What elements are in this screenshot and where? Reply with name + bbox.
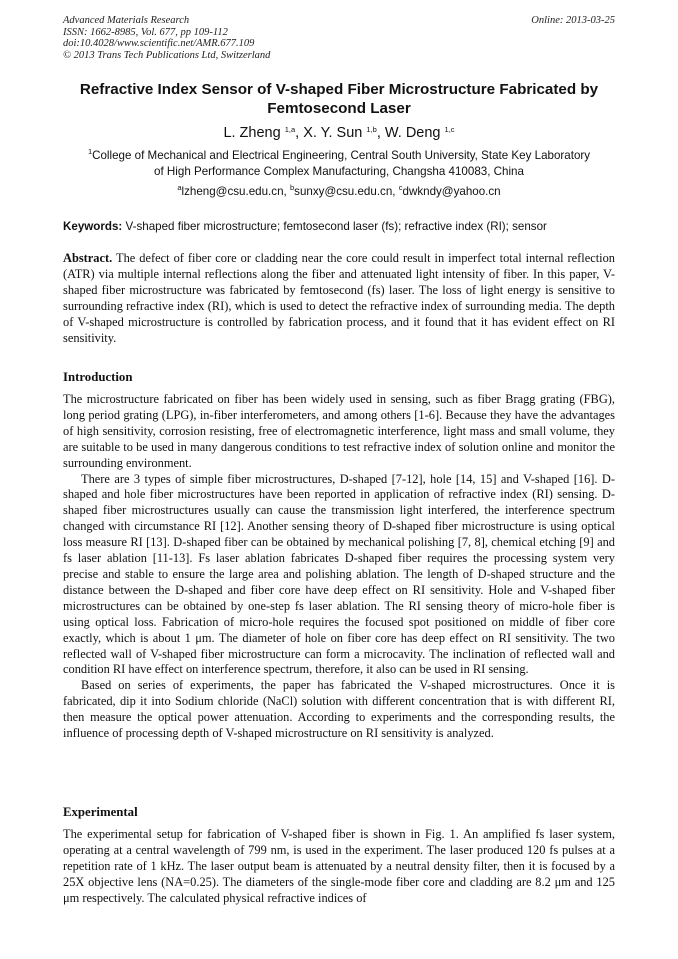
title-line-2: Femtosecond Laser (267, 99, 411, 117)
online-date: Online: 2013-03-25 (531, 15, 615, 26)
abstract (63, 251, 615, 346)
author-affil-mark: 1,b (366, 125, 377, 134)
paragraph: The microstructure fabricated on fiber has been widely used in sensing, such as fiber Bragg grating (FBG), long period grating (LPG), in-fiber interferometers, and among others [1-6]. Because they have the advantages of high sensitivity, corrosion resisting, free of electromagnetic interference, light mass and small volume, they are suitable to be used in many dangerous conditions to test refractive index of solution online and monitor the surrounding environment. (63, 392, 615, 470)
section-heading-introduction: Introduction (63, 370, 133, 384)
email-link[interactable]: dwkndy@yahoo.cn (402, 185, 501, 198)
introduction-section (63, 392, 615, 742)
keywords-label: Keywords: (63, 220, 123, 233)
author-name: W. Deng (384, 125, 441, 141)
section-heading-experimental: Experimental (63, 805, 138, 819)
keywords-text: V-shaped fiber microstructure; femtosecond laser (fs); refractive index (RI); sensor (125, 220, 547, 233)
abstract-label: Abstract. (63, 251, 113, 265)
paragraph: The experimental setup for fabrication of V-shaped fiber is shown in Fig. 1. An amplified fs laser system, operating at a central wavelength of 799 nm, is used in the experiment. The laser produced 120 fs pulses at a repetition rate of 1 kHz. The laser output beam is attenuated by a neutral density filter, then it is focused by a 25X objective lens (NA=0.25). The diameters of the single-mode fiber core and cladding are 8.2 μm and 125 μm respectively. The calculated physical refractive indices of (63, 827, 615, 905)
abstract-text: The defect of fiber core or cladding near the core could result in imperfect total internal reflection (ATR) via multiple internal reflections along the fiber and attenuated light intensity of fiber. In this paper, V-shaped fiber microstructure was fabricated by femtosecond (fs) laser. The loss of light energy is sensitive to surrounding refractive index (RI), which is used to detect the refractive index of surrounding media. The depth of V-shaped microstructure is controlled by fabrication process, and it found that it has evident effect on RI sensitivity. (63, 251, 616, 345)
affiliation (40, 148, 638, 180)
author-affil-mark: 1,a (284, 125, 296, 134)
doi-line: doi:10.4028/www.scientific.net/AMR.677.109 (63, 38, 255, 50)
paper-title (40, 81, 638, 118)
email-mark: b (289, 183, 295, 192)
issn-line: ISSN: 1662-8985, Vol. 677, pp 109-112 (63, 26, 228, 38)
author-name: L. Zheng (223, 125, 281, 141)
experimental-section (63, 827, 615, 907)
keywords (63, 219, 615, 235)
email-link[interactable]: sunxy@csu.edu.cn, (294, 185, 396, 198)
author-list: L. Zheng $^{1,a}$, X. Y. Sun $^{1,b}$, W. Deng $^{1,c}$ (223, 125, 455, 141)
paragraph: There are 3 types of simple fiber microstructures, D-shaped [7-12], hole [14, 15] and V-shaped [16]. D-shaped and hole fiber microstructures have been reported in application of refractive index (RI) sensing. D-shaped fiber microstructures usually can cause the transmission light interfered, the interference spectrum changed with circumstance RI [12]. Another sensing theory of D-shaped fiber microstructure is using optical loss measure RI [13]. D-shaped fiber can be obtained by mechanical polishing [7, 8], chemical etching [9] and fs laser ablation [11-13]. Fs laser ablation fabricates D-shaped fiber requires the processing system very precise and stable to ensure the large area and polishing ablation. The length of D-shaped structure and the distance between the D-shaped and fiber core have deep effect on RI sensitivity. Hole and V-shaped fiber microstructures can be obtained by one-step fs laser ablation. The RI sensing theory of micro-hole fiber is using optical loss. Fabrication of micro-hole requires the focused spot positioned on middle of fiber core exactly, which is about 1 μm. The diameter of hole on fiber core has deep effect on RI sensitivity. The two reflected wall of V-shaped fiber microstructure can form a microcavity. The inclination of reflected wall and condition RI have effect on interference spectrum, therefore, it also can be used in RI sensing. (63, 471, 615, 677)
affil-line-2: of High Performance Complex Manufacturing, Changsha 410083, China (154, 165, 524, 178)
affil-line-1: College of Mechanical and Electrical Engineering, Central South University, State Key Laboratory (92, 149, 591, 162)
email-link[interactable]: lzheng@csu.edu.cn, (181, 185, 287, 198)
journal-header (63, 15, 270, 61)
author-name: X. Y. Sun (303, 125, 363, 141)
author-affil-mark: 1,c (444, 125, 455, 134)
title-line-1: Refractive Index Sensor of V-shaped Fiber Microstructure Fabricated by (79, 81, 599, 98)
affil-mark: 1 (87, 147, 93, 156)
email-mark: c (398, 183, 403, 192)
email-mark: a (177, 183, 182, 192)
paragraph: Based on series of experiments, the paper has fabricated the V-shaped microstructures. Once it is fabricated, dip it into Sodium chloride (NaCl) solution with different concentration that is with different RI, then measure the optical power attenuation. According to experiments and the corresponding results, the influence of processing depth of V-shaped microstructure on RI sensitivity is analyzed. (63, 678, 615, 741)
journal-name: Advanced Materials Research (63, 15, 190, 26)
email-list (40, 184, 638, 200)
copyright-line: © 2013 Trans Tech Publications Ltd, Switzerland (63, 49, 271, 61)
